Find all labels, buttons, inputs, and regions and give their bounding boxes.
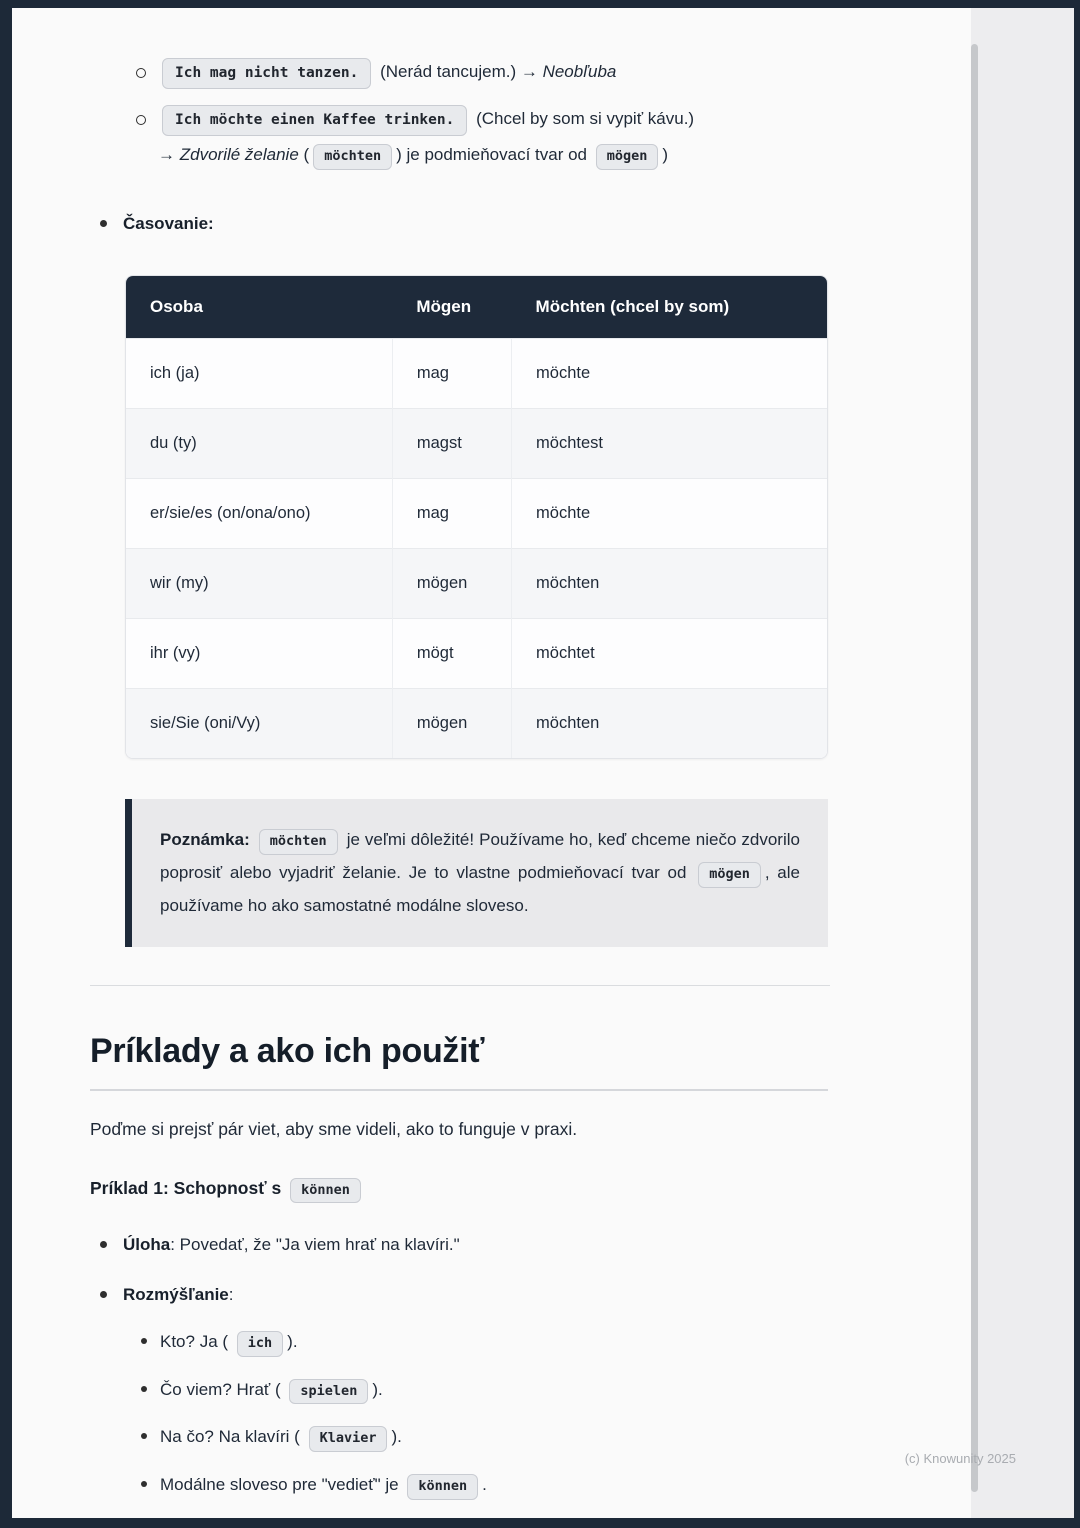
table-cell: mag [392, 479, 511, 549]
paren-text: ( [303, 145, 310, 165]
inline-code: möchten [259, 829, 338, 855]
table-row [126, 549, 827, 619]
translation-text: (Nerád tancujem.) → [380, 62, 538, 81]
inline-code: spielen [289, 1379, 368, 1405]
table-cell: möchten [512, 689, 827, 759]
table-cell: möchten [512, 549, 827, 619]
step-item [123, 1324, 830, 1360]
step-text: ). [372, 1379, 383, 1399]
mid-text: ) je podmieňovací tvar od [396, 145, 587, 165]
conjugation-table [125, 275, 828, 759]
list-item-rozmyslanie [90, 1279, 830, 1503]
meaning-italic: Zdvorilé želanie [179, 145, 299, 165]
inline-code: können [407, 1474, 478, 1500]
inline-code: Klavier [309, 1426, 388, 1452]
list-item-uloha [90, 1229, 830, 1260]
casovanie-label: Časovanie: [123, 213, 214, 233]
list-item-moechte-kaffee [90, 101, 830, 174]
step-text: Kto? Ja ( [160, 1331, 229, 1351]
table-cell: mag [392, 339, 511, 409]
step-item [123, 1467, 830, 1503]
thinking-steps-list [123, 1324, 830, 1503]
meaning-italic: Neobľuba [542, 62, 617, 81]
inline-code: Ich mag nicht tanzen. [162, 58, 371, 89]
table-cell: mögen [392, 549, 511, 619]
table-cell: wir (my) [126, 549, 392, 619]
inline-code: Ich möchte einen Kaffee trinken. [162, 105, 467, 136]
table-cell: möchtest [512, 409, 827, 479]
list-item-casovanie [90, 208, 830, 239]
step-text: Modálne sloveso pre "vedieť" je [160, 1475, 399, 1494]
scrollbar-thumb[interactable] [971, 44, 978, 1492]
uloha-label: Úloha [123, 1235, 171, 1255]
list-item-mag-nicht [90, 54, 830, 91]
table-row [126, 619, 827, 689]
right-margin-panel [978, 8, 1074, 1518]
table-cell: magst [392, 409, 511, 479]
table-cell: möchte [512, 479, 827, 549]
table-cell: du (ty) [126, 409, 392, 479]
step-text: Čo viem? Hrať ( [160, 1379, 281, 1399]
arrow-text: → [158, 145, 175, 165]
table-cell: mögen [392, 689, 511, 759]
rozmyslanie-label: Rozmýšľanie [123, 1284, 229, 1304]
note-text: , ale používame ho ako samostatné modálne sloveso. [160, 863, 800, 916]
inline-code: mögen [698, 862, 761, 888]
inline-code: ich [237, 1331, 283, 1357]
inline-code: können [290, 1178, 361, 1204]
section-list [90, 208, 830, 239]
table-header-moechten: Möchten (chcel by som) [512, 276, 827, 339]
table-cell: ihr (vy) [126, 619, 392, 689]
table-header-osoba: Osoba [126, 276, 392, 339]
inline-code: mögen [596, 144, 659, 170]
paren-text: ) [662, 145, 669, 165]
table-cell: ich (ja) [126, 339, 392, 409]
example1-heading-text: Príklad 1: Schopnosť s [90, 1177, 282, 1198]
example1-list [90, 1229, 830, 1503]
explanation-line [158, 137, 830, 174]
step-item [123, 1419, 830, 1455]
scrollbar-track[interactable] [971, 8, 978, 1518]
table-row [126, 689, 827, 759]
section-title: Príklady a ako ich použiť [90, 1032, 828, 1091]
intro-example-list [90, 54, 830, 174]
step-text: Na čo? Na klavíri ( [160, 1427, 300, 1447]
section-divider [90, 985, 830, 986]
example1-heading [90, 1178, 830, 1204]
table-cell: sie/Sie (oni/Vy) [126, 689, 392, 759]
table-row [126, 479, 827, 549]
table-row [126, 409, 827, 479]
watermark: (c) Knowunity 2025 [904, 1451, 1016, 1466]
step-text: ). [287, 1331, 298, 1351]
table-cell: möchte [512, 339, 827, 409]
inline-code: möchten [313, 144, 392, 170]
table-header-moegen: Mögen [392, 276, 511, 339]
note-text: je veľmi dôležité! Používame ho, keď chceme niečo zdvorilo poprosiť alebo vyjadriť želanie. Je to vlastne podmieňovací tvar od [160, 830, 800, 883]
rozmyslanie-colon: : [228, 1284, 234, 1304]
note-label: Poznámka: [160, 830, 250, 850]
note-blockquote [125, 799, 828, 946]
examples-intro: Poďme si prejsť pár viet, aby sme videli, ako to funguje v praxi. [90, 1118, 578, 1139]
document-page [12, 8, 971, 1518]
document-body [90, 54, 830, 1503]
table-cell: mögt [392, 619, 511, 689]
table-row [126, 339, 827, 409]
table-cell: er/sie/es (on/ona/ono) [126, 479, 392, 549]
uloha-text: : Povedať, že "Ja viem hrať na klavíri." [170, 1235, 460, 1255]
table-header [126, 276, 827, 339]
step-text: . [482, 1475, 487, 1494]
step-item [123, 1372, 830, 1408]
step-text: ). [391, 1427, 402, 1447]
translation-text: (Chcel by som si vypiť kávu.) [476, 108, 695, 128]
table-cell: möchtet [512, 619, 827, 689]
